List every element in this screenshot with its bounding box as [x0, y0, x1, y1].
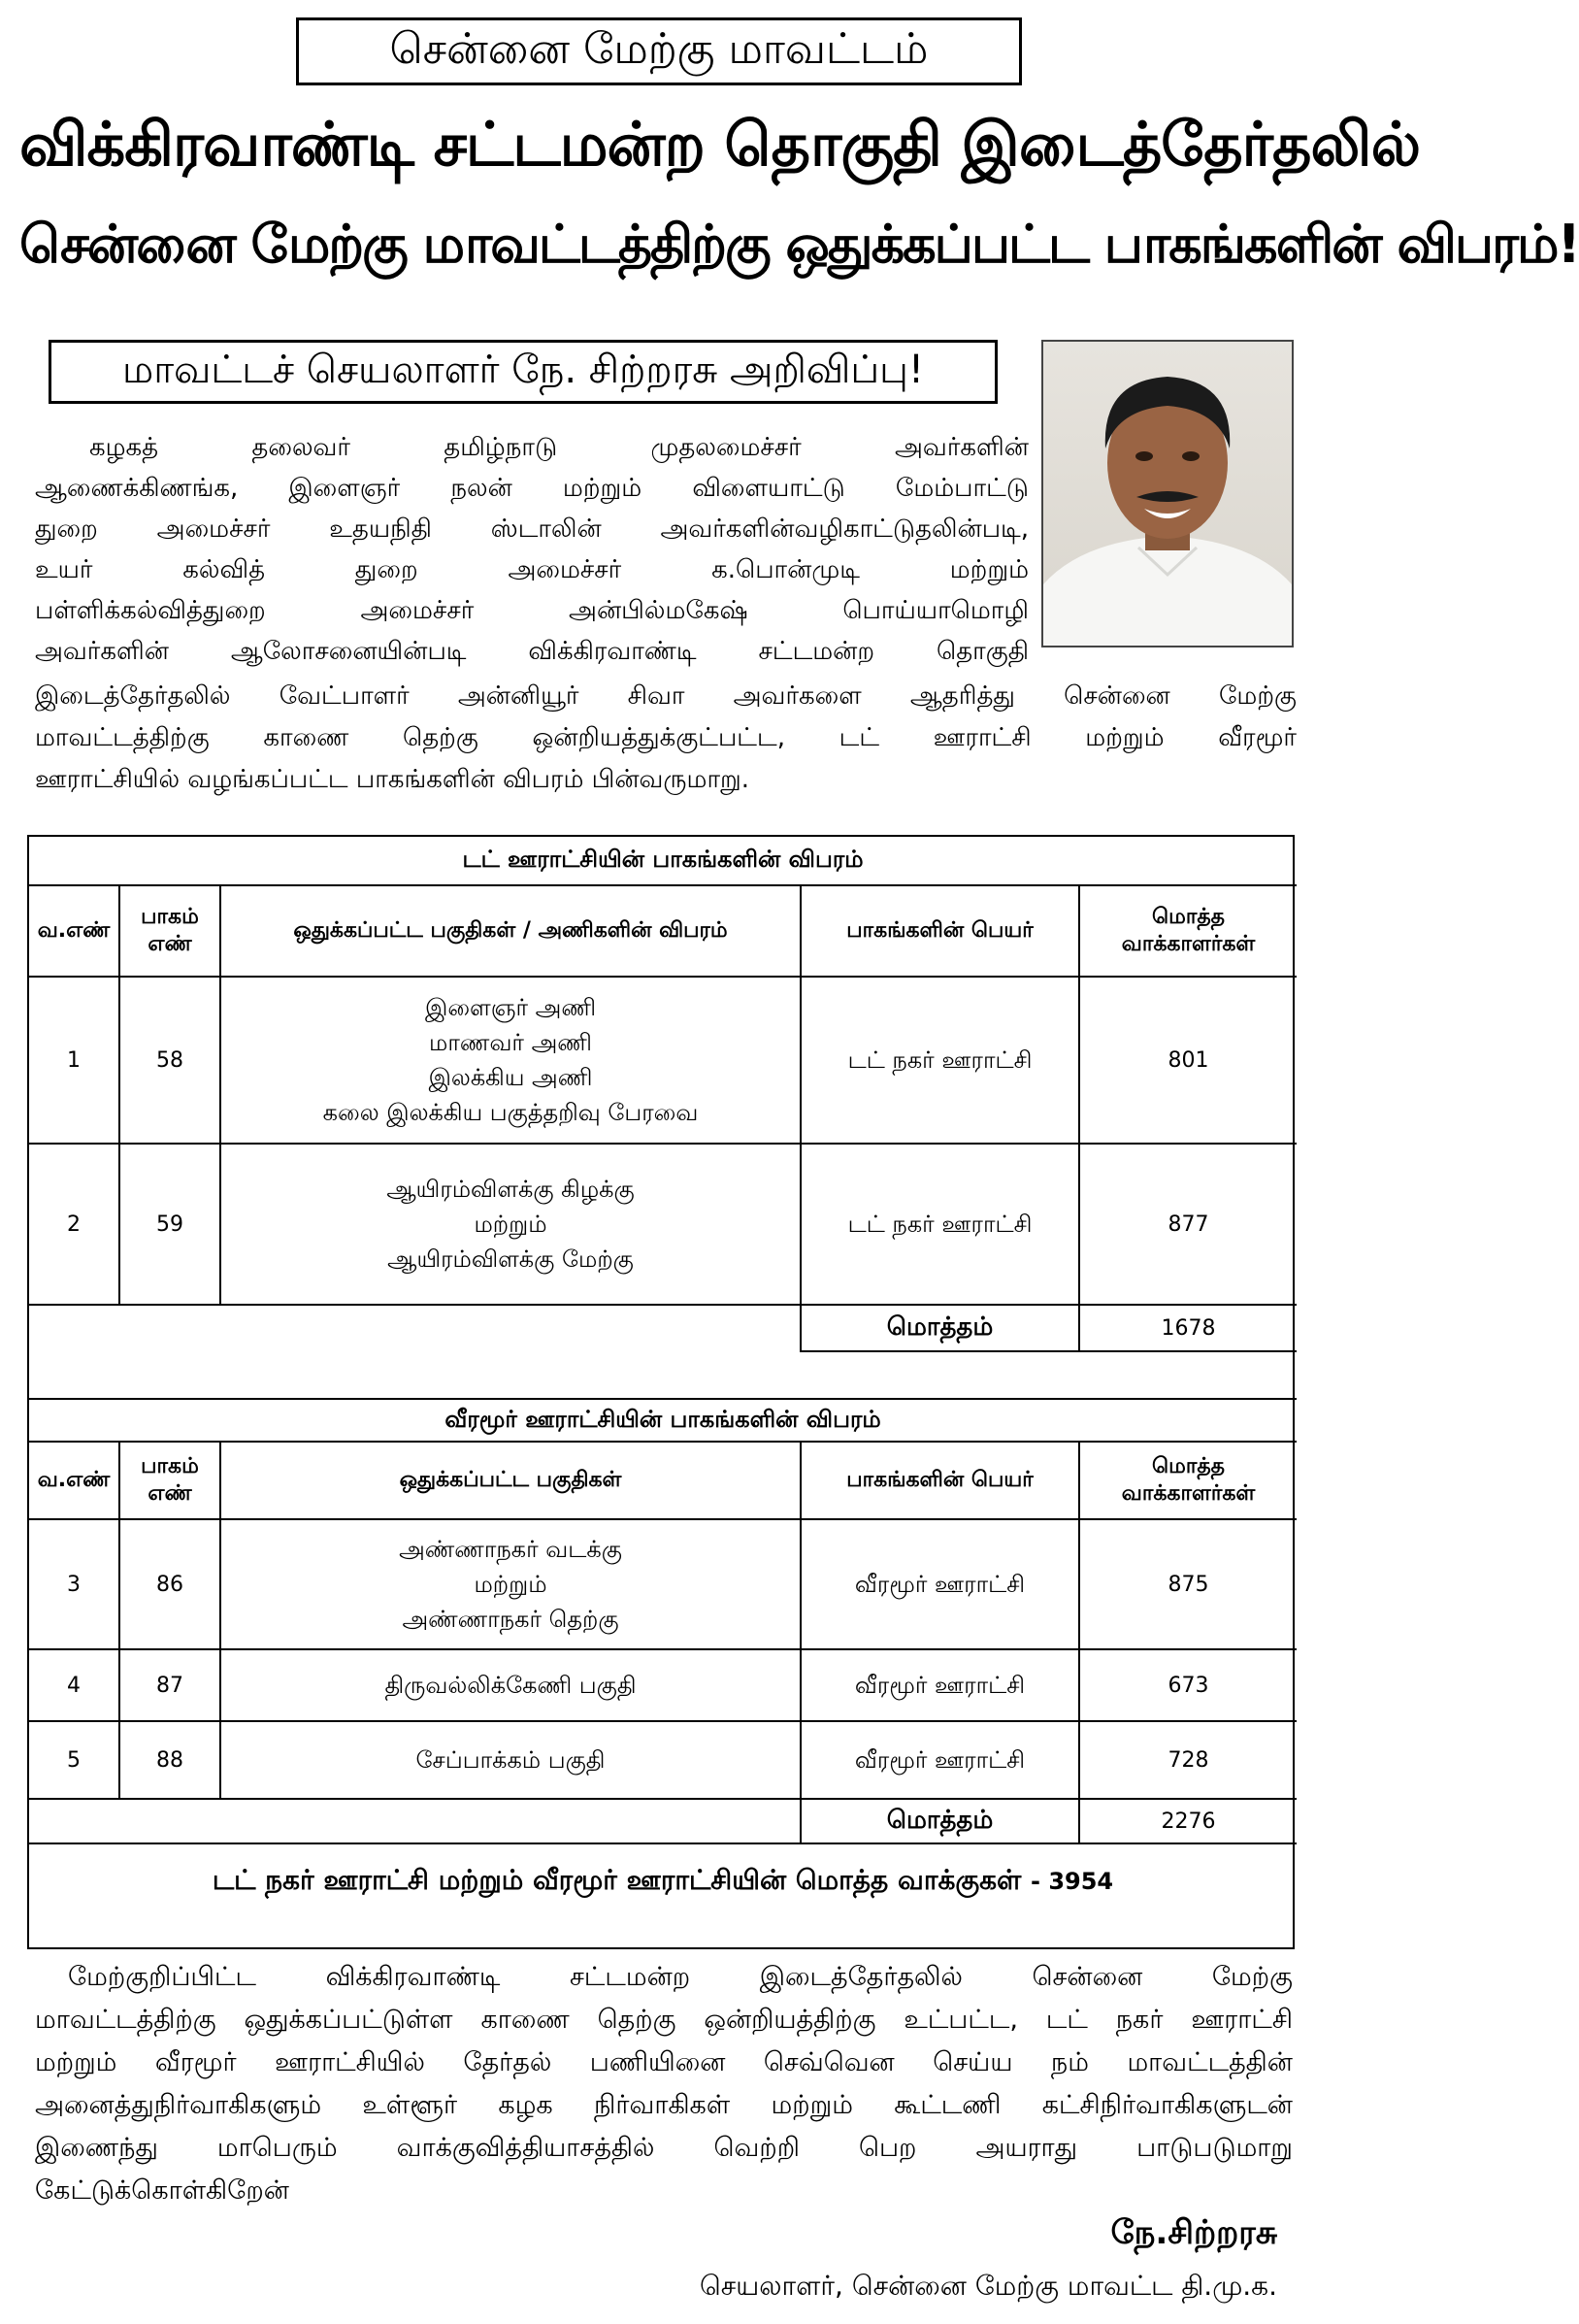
- allocated-areas: [220, 1519, 801, 1649]
- announcement-box: [49, 340, 998, 404]
- part-name: வீரமூர் ஊராட்சி: [801, 1721, 1079, 1799]
- person-portrait-icon: [1043, 342, 1292, 646]
- serial-number: 3: [29, 1519, 119, 1649]
- total-value: 2276: [1079, 1799, 1297, 1843]
- area-line: அண்ணாநகர் வடக்கு: [399, 1536, 622, 1563]
- area-line: கலை இலக்கிய பகுத்தறிவு பேரவை: [322, 1099, 699, 1126]
- area-line: திருவல்லிக்கேணி பகுதி: [384, 1672, 637, 1699]
- voter-count: 801: [1079, 977, 1297, 1144]
- allocated-areas: [220, 977, 801, 1144]
- column-header: ஒதுக்கப்பட்ட பகுதிகள் / அணிகளின் விபரம்: [220, 885, 801, 977]
- column-header: பாகங்களின் பெயர்: [801, 1442, 1079, 1519]
- intro-line: இடைத்தேர்தலில் வேட்பாளர் அன்னியூர் சிவா அவர்களை ஆதரித்து சென்னை மேற்கு: [35, 681, 1297, 711]
- voter-count: 728: [1079, 1721, 1297, 1799]
- signatory-name: நே.சிற்றரசு: [1110, 2213, 1277, 2252]
- intro-line: உயர் கல்வித் துறை அமைச்சர் க.பொன்முடி மற்றும்: [35, 555, 1029, 584]
- veeramur-panchayat-table: [29, 1398, 1297, 1844]
- part-number: 86: [119, 1519, 220, 1649]
- district-header: [296, 17, 1022, 85]
- area-line: இளைஞர் அணி: [424, 994, 597, 1021]
- closing-line: இணைந்து மாபெரும் வாக்குவித்தியாசத்தில் வெற்றி பெற அயராது பாடுபடுமாறு: [35, 2133, 1293, 2163]
- column-header: மொத்த வாக்காளர்கள்: [1079, 885, 1297, 977]
- area-line: ஆயிரம்விளக்கு மேற்கு: [387, 1245, 634, 1273]
- intro-paragraph-continued: [35, 676, 1297, 801]
- total-label: மொத்தம்: [801, 1305, 1079, 1351]
- announcement-text: மாவட்டச் செயலாளர் நே. சிற்றரசு அறிவிப்பு!: [122, 347, 924, 392]
- table-row: [29, 1721, 1297, 1799]
- voter-count: 673: [1079, 1649, 1297, 1721]
- intro-line: அவர்களின் ஆலோசனையின்படி விக்கிரவாண்டி சட்டமன்ற தொகுதி: [35, 637, 1029, 666]
- allocated-areas: [220, 1721, 801, 1799]
- intro-line: ஆணைக்கிணங்க, இளைஞர் நலன் மற்றும் விளையாட்டு மேம்பாட்டு: [35, 474, 1029, 503]
- closing-paragraph: [35, 1956, 1293, 2212]
- intro-line: துறை அமைச்சர் உதயநிதி ஸ்டாலின் அவர்களின்வழிகாட்டுதலின்படி,: [35, 515, 1029, 544]
- part-number: 88: [119, 1721, 220, 1799]
- part-name: வீரமூர் ஊராட்சி: [801, 1649, 1079, 1721]
- table-title: டட் ஊராட்சியின் பாகங்களின் விபரம்: [29, 837, 1297, 885]
- part-name: டட் நகர் ஊராட்சி: [801, 1144, 1079, 1305]
- closing-line: மாவட்டத்திற்கு ஒதுக்கப்பட்டுள்ள காணை தெற்கு ஒன்றியத்திற்கு உட்பட்ட, டட் நகர் ஊராட்சி: [35, 2005, 1293, 2035]
- area-line: மற்றும்: [474, 1211, 547, 1238]
- intro-line: மாவட்டத்திற்கு காணை தெற்கு ஒன்றியத்துக்குட்பட்ட, டட் ஊராட்சி மற்றும் வீரமூர்: [35, 723, 1297, 752]
- intro-line: கழகத் தலைவர் தமிழ்நாடு முதலமைச்சர் அவர்களின்: [89, 433, 1029, 462]
- total-row: [29, 1305, 1297, 1351]
- grand-total-label: டட் நகர் ஊராட்சி மற்றும் வீரமூர் ஊராட்சியின் மொத்த வாக்குகள்: [212, 1864, 1032, 1896]
- intro-paragraph: [35, 427, 1029, 672]
- headline-line-2: சென்னை மேற்கு மாவட்டத்திற்கு ஒதுக்கப்பட்ட பாகங்களின் விபரம்!: [19, 214, 1579, 275]
- column-header: பாகம் எண்: [119, 885, 220, 977]
- area-line: ஆயிரம்விளக்கு கிழக்கு: [386, 1176, 635, 1203]
- part-number: 87: [119, 1649, 220, 1721]
- area-line: இலக்கிய அணி: [428, 1064, 593, 1091]
- allocated-areas: [220, 1144, 801, 1305]
- serial-number: 4: [29, 1649, 119, 1721]
- headline-line-1: விக்கிரவாண்டி சட்டமன்ற தொகுதி இடைத்தேர்தலில்: [19, 109, 1421, 180]
- column-header: ஒதுக்கப்பட்ட பகுதிகள்: [220, 1442, 801, 1519]
- column-header: மொத்த வாக்காளர்கள்: [1079, 1442, 1297, 1519]
- intro-line: ஊராட்சியில் வழங்கப்பட்ட பாகங்களின் விபரம் பின்வருமாறு.: [35, 765, 750, 794]
- voter-count: 875: [1079, 1519, 1297, 1649]
- closing-line: கேட்டுக்கொள்கிறேன்: [35, 2175, 289, 2206]
- area-line: மற்றும்: [474, 1571, 547, 1598]
- signatory-designation: செயலாளர், சென்னை மேற்கு மாவட்ட தி.மு.க.: [699, 2270, 1277, 2302]
- voter-count: 877: [1079, 1144, 1297, 1305]
- table-row: [29, 1519, 1297, 1649]
- grand-total-line: [29, 1864, 1297, 1900]
- part-number: 59: [119, 1144, 220, 1305]
- district-title: சென்னை மேற்கு மாவட்டம்: [389, 23, 929, 74]
- part-number: 58: [119, 977, 220, 1144]
- column-header: வ.எண்: [29, 1442, 119, 1519]
- dut-panchayat-table: [29, 837, 1297, 1352]
- table-row: [29, 1144, 1297, 1305]
- intro-line: பள்ளிக்கல்வித்துறை அமைச்சர் அன்பில்மகேஷ் பொய்யாமொழி: [35, 596, 1029, 625]
- area-line: மாணவர் அணி: [429, 1029, 592, 1056]
- closing-line: அனைத்துநிர்வாகிகளும் உள்ளூர் கழக நிர்வாகிகள் மற்றும் கூட்டணி கட்சிநிர்வாகிகளுடன்: [35, 2090, 1293, 2120]
- part-name: டட் நகர் ஊராட்சி: [801, 977, 1079, 1144]
- grand-total-value: - 3954: [1031, 1868, 1114, 1895]
- total-value: 1678: [1079, 1305, 1297, 1351]
- column-header: வ.எண்: [29, 885, 119, 977]
- area-line: அண்ணாநகர் தெற்கு: [402, 1606, 619, 1633]
- serial-number: 5: [29, 1721, 119, 1799]
- column-header: பாகம் எண்: [119, 1442, 220, 1519]
- allocated-areas: [220, 1649, 801, 1721]
- column-header: பாகங்களின் பெயர்: [801, 885, 1079, 977]
- table-row: [29, 977, 1297, 1144]
- allocation-tables-frame: [27, 835, 1295, 1949]
- closing-line: மற்றும் வீரமூர் ஊராட்சியில் தேர்தல் பணியினை செவ்வென செய்ய நம் மாவட்டத்தின்: [35, 2047, 1293, 2077]
- table-title: வீரமூர் ஊராட்சியின் பாகங்களின் விபரம்: [29, 1399, 1297, 1442]
- serial-number: 2: [29, 1144, 119, 1305]
- part-name: வீரமூர் ஊராட்சி: [801, 1519, 1079, 1649]
- area-line: சேப்பாக்கம் பகுதி: [415, 1746, 606, 1774]
- table-row: [29, 1649, 1297, 1721]
- total-row: [29, 1799, 1297, 1843]
- closing-line: மேற்குறிப்பிட்ட விக்கிரவாண்டி சட்டமன்ற இடைத்தேர்தலில் சென்னை மேற்கு: [68, 1962, 1293, 1992]
- secretary-photo: [1041, 340, 1294, 647]
- total-label: மொத்தம்: [801, 1799, 1079, 1843]
- serial-number: 1: [29, 977, 119, 1144]
